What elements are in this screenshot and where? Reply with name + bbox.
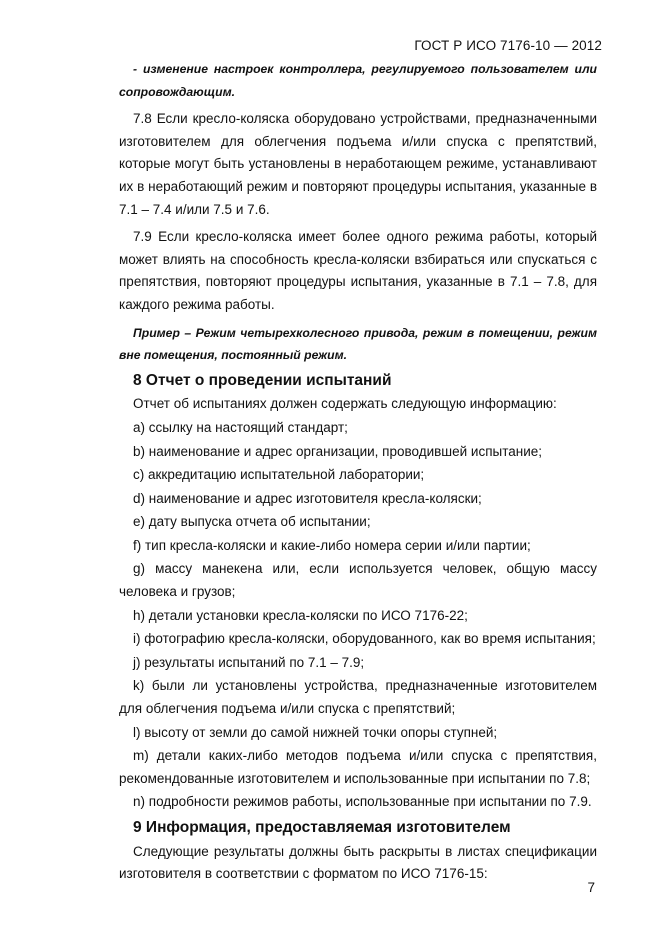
list-item: i) фотографию кресла-коляски, оборудованного, как во время испытания; xyxy=(133,631,596,647)
section-9-title: 9 Информация, предоставляемая изготовителем xyxy=(133,819,511,836)
section-8-intro: Отчет об испытаниях должен содержать следующую информацию: xyxy=(133,396,557,412)
paragraph-7-9: 7.9 Если кресло-коляска имеет более одного режима работы, который может влиять на способность кресла-коляски взбираться или спускаться с препятствия, повторяют процедуры испытания, указанные в 7.1 – 7.8, для каждого режима работы. xyxy=(119,229,597,312)
list-item: b) наименование и адрес организации, проводившей испытание; xyxy=(133,443,543,459)
list-item: e) дату выпуска отчета об испытании; xyxy=(133,514,371,530)
page-number: 7 xyxy=(587,880,595,895)
intro-note: - изменение настроек контроллера, регулируемого пользователем или сопровождающим. xyxy=(119,62,597,99)
list-item: c) аккредитацию испытательной лаборатории; xyxy=(133,467,425,483)
report-items-list xyxy=(119,417,597,814)
list-item: n) подробности режимов работы, использованные при испытании по 7.9. xyxy=(133,794,592,810)
list-item: g) массу манекена или, если используется человек, общую массу человека и грузов; xyxy=(119,561,597,600)
list-item: l) высоту от земли до самой нижней точки опоры ступней; xyxy=(133,724,498,740)
list-item: k) были ли установлены устройства, предназначенные изготовителем для облегчения подъема и/или спуска с препятствий; xyxy=(119,678,597,717)
section-9-intro: Следующие результаты должны быть раскрыты в листах спецификации изготовителя в соответствии с форматом по ИСО 7176-15: xyxy=(119,843,597,882)
example-note: Пример – Режим четырехколесного привода, режим в помещении, режим вне помещения, постоянный режим. xyxy=(119,325,597,363)
list-item: d) наименование и адрес изготовителя кресла-коляски; xyxy=(133,490,482,506)
section-8-title: 8 Отчет о проведении испытаний xyxy=(133,371,392,389)
list-item: h) детали установки кресла-коляски по ИСО 7176-22; xyxy=(133,607,468,623)
page-content xyxy=(119,58,597,886)
list-item: j) результаты испытаний по 7.1 – 7.9; xyxy=(133,654,365,670)
paragraph-7-8: 7.8 Если кресло-коляска оборудовано устройствами, предназначенными изготовителем для облегчения подъема и/или спуска с препятствий, которые могут быть установлены в неработающем режиме, устанавливают их в неработающий режим и повторяют процедуры испытания, указанные в 7.1 – 7.4 и/или 7.5 и 7.6. xyxy=(119,111,597,217)
list-item: m) детали каких-либо методов подъема и/или спуска с препятствия, рекомендованные изготовителем и использованные при испытании по 7.8; xyxy=(119,748,597,786)
list-item: f) тип кресла-коляски и какие-либо номера серии и/или партии; xyxy=(133,537,531,553)
document-header: ГОСТ Р ИСО 7176-10 — 2012 xyxy=(414,38,602,53)
list-item: a) ссылку на настоящий стандарт; xyxy=(133,419,348,435)
